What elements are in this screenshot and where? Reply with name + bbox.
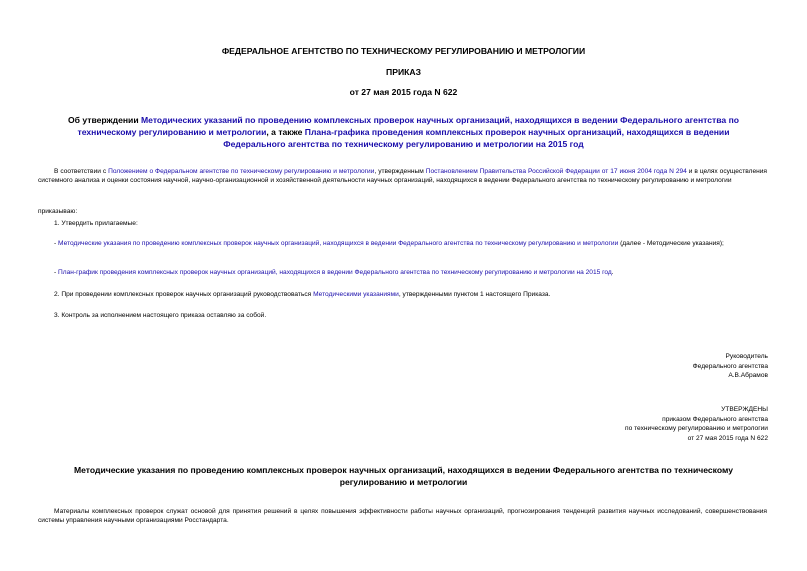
order-item-1b [38, 268, 767, 277]
approval-line-2: приказом Федерального агентства [662, 415, 768, 423]
approval-line-4: от 27 мая 2015 года N 622 [687, 434, 768, 442]
order-title [52, 115, 755, 150]
item-2-text-b: , утвержденными пунктом 1 настоящего Приказа. [398, 291, 551, 298]
order-date-number: от 27 мая 2015 года N 622 [349, 87, 458, 97]
annex-title: Методические указания по проведению комплексных проверок научных организаций, находящихся в ведении Федерального агентства по техническому регулированию и метрологии [73, 465, 734, 487]
link-schedule-plan[interactable]: План-график проведения комплексных проверок научных организаций, находящихся в ведении Федерального агентства по техническому регулированию и метрологии на 2015 год [58, 269, 612, 276]
order-item-1a [38, 239, 767, 248]
link-agency-regulation[interactable]: Положением о Федеральном агентстве по техническому регулированию и метрологии [108, 168, 375, 175]
signature-block [500, 352, 768, 381]
order-item-1: 1. Утвердить прилагаемые: [54, 220, 138, 227]
preamble-text-1: В соответствии с [54, 168, 109, 175]
approval-title: УТВЕРЖДЕНЫ [721, 406, 768, 413]
item-1a-rest: (далее - Методические указания); [618, 240, 724, 247]
title-link-methodical-guidelines[interactable]: Методических указаний по проведению комплексных проверок научных организаций, находящихся в ведении Федерального агентства по техническому регулированию и метрологии [77, 115, 740, 137]
item-1a-dash: - [54, 240, 59, 247]
agency-heading: ФЕДЕРАЛЬНОЕ АГЕНТСТВО ПО ТЕХНИЧЕСКОМУ РЕГУЛИРОВАНИЮ И МЕТРОЛОГИИ [221, 46, 586, 56]
order-command: приказываю: [38, 208, 78, 215]
signature-agency: Федерального агентства [692, 362, 768, 370]
approval-stamp [500, 405, 768, 443]
order-item-2 [38, 290, 767, 299]
link-methodical-guidelines-2[interactable]: Методическими указаниями [313, 291, 399, 298]
doc-type-heading: ПРИКАЗ [386, 67, 421, 77]
annex-paragraph-1: Материалы комплексных проверок служат основой для принятия решений в целях повышения эффективности работы научных организаций, прогнозирования тенденций развития научных исследований, совершенствования системы управления научными организациями Росстандарта. [38, 508, 767, 525]
title-middle: , а также [266, 126, 305, 137]
title-link-schedule-plan[interactable]: Плана-графика проведения комплексных проверок научных организаций, находящихся в ведении Федерального агентства по техническому регулированию и метрологии на 2015 год [223, 126, 730, 149]
signature-name: А.В.Абрамов [728, 372, 768, 380]
approval-line-3: по техническому регулированию и метрологии [625, 425, 768, 433]
item-1b-rest: . [611, 269, 614, 276]
item-1b-dash: - [54, 269, 59, 276]
preamble-text-2: , утвержденным [374, 168, 426, 175]
link-methodical-guidelines[interactable]: Методические указания по проведению комплексных проверок научных организаций, находящихся в ведении Федерального агентства по техническому регулированию и метрологии [58, 240, 619, 247]
title-prefix: Об утверждении [67, 115, 141, 125]
preamble-paragraph [38, 167, 767, 186]
order-item-3: 3. Контроль за исполнением настоящего приказа оставляю за собой. [54, 312, 267, 319]
preamble-text-3: и в целях осуществления системного анализа и оценки состояния научной, научно-организационной и хозяйственной деятельности научных организаций, находящихся в ведении Федерального агентства по техническому регулированию и метрологии [38, 168, 768, 185]
item-2-text-a: 2. При проведении комплексных проверок научных организаций руководствоваться [54, 291, 314, 298]
signature-position: Руководитель [725, 353, 768, 360]
link-government-decree[interactable]: Постановлением Правительства Российской Федерации от 17 июня 2004 года N 294 [425, 168, 687, 175]
